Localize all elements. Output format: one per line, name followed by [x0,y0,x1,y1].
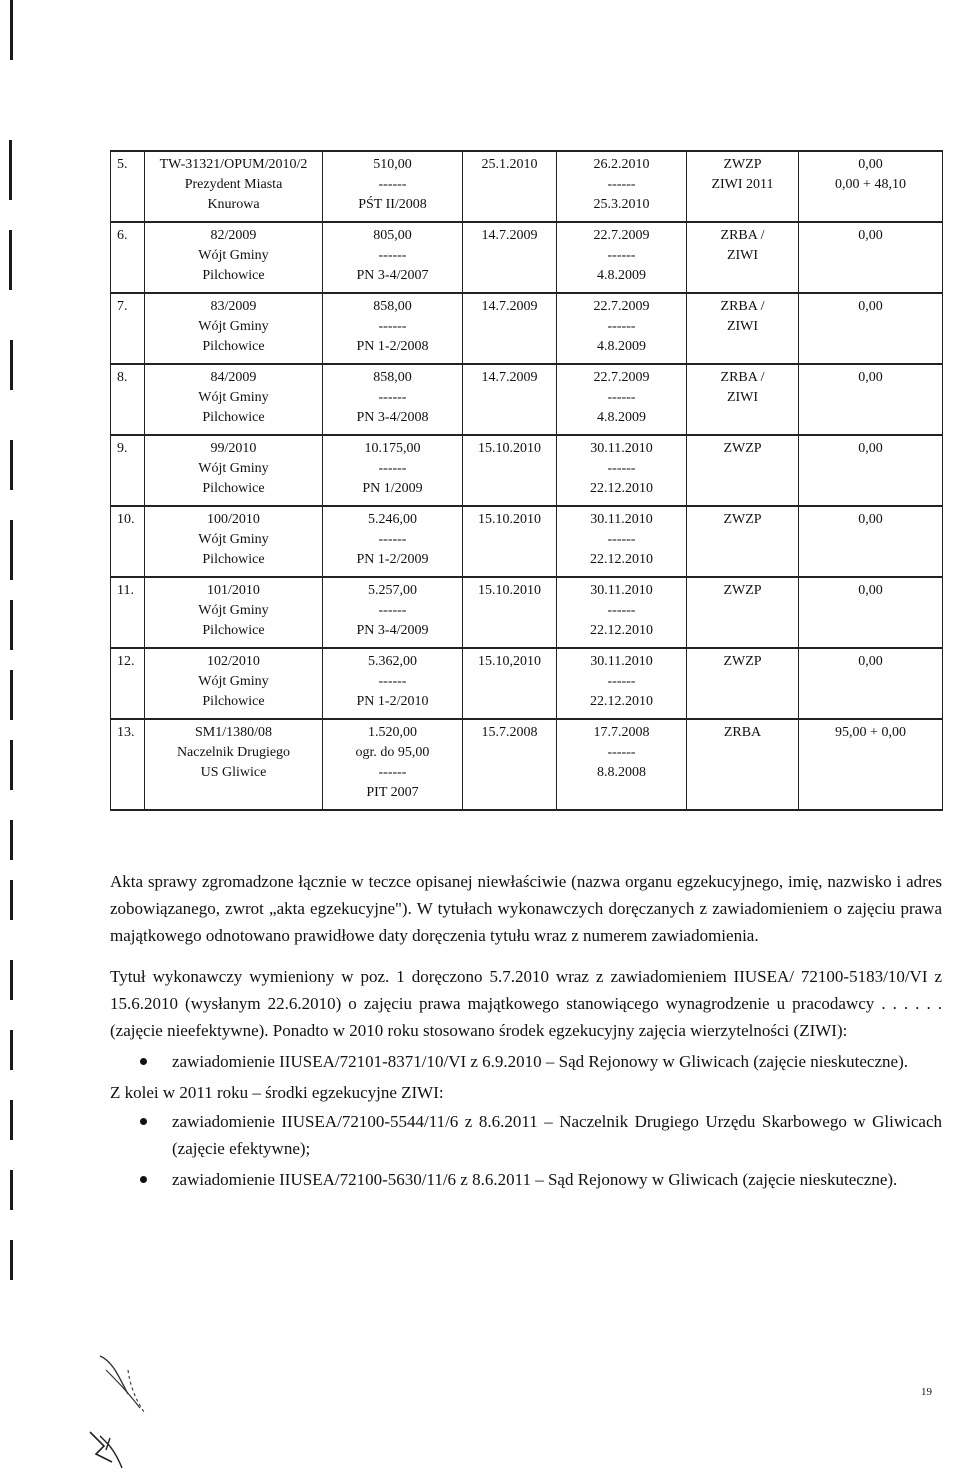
cell-line: Pilchowice [202,481,265,496]
cell-recovered-amount [799,151,943,222]
cell-line: Wójt Gminy [198,461,269,476]
cell-issue-date [463,293,557,364]
cell-line: PN 1-2/2010 [356,694,429,709]
cell-recovered-amount [799,364,943,435]
cell-line: 0,00 [858,157,883,172]
cell-issue-date [463,435,557,506]
cell-line: 25.3.2010 [593,197,650,212]
cell-line: 30.11.2010 [590,512,653,527]
cell-line: ZIWI [726,319,759,334]
cell-amount [323,506,463,577]
cell-line: ZIWI [726,390,759,405]
cell-case-reference [145,293,323,364]
cell-amount [323,364,463,435]
cell-line: 15.10,2010 [478,654,541,669]
cell-line: 22.7.2009 [593,370,650,385]
scan-margin-mark [10,0,13,60]
scan-margin-mark [10,960,13,1000]
cell-line: 99/2010 [210,441,257,456]
cell-line: 0,00 [858,299,883,314]
cell-line: ------ [378,390,407,405]
cell-case-reference [145,719,323,810]
cell-line: Wójt Gminy [198,390,269,405]
cell-line: 805,00 [373,228,412,243]
cell-line: ------ [607,461,636,476]
cell-amount [323,222,463,293]
cell-line: ZRBA / [720,370,765,385]
cell-line: ZIWI [726,248,759,263]
cell-line: Pilchowice [202,339,265,354]
cell-line: Wójt Gminy [198,248,269,263]
cell-line: 22.12.2010 [590,552,653,567]
cell-line: ------ [607,745,636,760]
handwritten-initials-icon [70,1350,190,1470]
scan-margin-mark [10,740,13,790]
paragraph-files: Akta sprawy zgromadzone łącznie w teczce opisanej niewłaściwie (nazwa organu egzekucyjnego, imię, nazwisko i adres zobowiązanego, zwrot „akta egzekucyjne"). W tytułach wykonawczych doręczanych z zawiadomieniem o zajęciu prawa majątkowego odnotowano prawidłowe daty doręczenia tytułu wraz z numerem zawiadomienia. [110,872,942,945]
cell-line: Wójt Gminy [198,319,269,334]
cell-line: ------ [607,532,636,547]
cell-row-number [111,577,145,648]
table-row [111,222,943,293]
seizure-list-2010 [110,1048,942,1075]
cell-amount [323,435,463,506]
cell-line: ZWZP [723,441,762,456]
cell-row-number [111,293,145,364]
table-row [111,364,943,435]
cell-row-number [111,435,145,506]
cell-line: 4.8.2009 [597,339,646,354]
cell-line: SM1/1380/08 [194,725,272,740]
table-row [111,293,943,364]
cell-line: 15.10.2010 [478,512,541,527]
cell-line: ------ [607,603,636,618]
cell-amount [323,648,463,719]
cell-delivery-date [557,151,687,222]
cell-line: Pilchowice [202,268,265,283]
cell-line: ------ [378,674,407,689]
cell-line: ZWZP [723,512,762,527]
cell-delivery-date [557,506,687,577]
cell-line: 5.362,00 [368,654,417,669]
cell-case-reference [145,648,323,719]
cell-line: 30.11.2010 [590,441,653,456]
cell-line: 22.7.2009 [593,228,650,243]
cell-line: 8.8.2008 [597,765,646,780]
list-item: zawiadomienie IIUSEA/72100-5544/11/6 z 8.6.2011 – Naczelnik Drugiego Urzędu Skarbowego w Gliwicach (zajęcie efektywne); [172,1108,942,1162]
cell-line: PN 3-4/2007 [356,268,429,283]
cell-line: 0,00 [858,512,883,527]
paragraph-title-1: Tytuł wykonawczy wymieniony w poz. 1 doręczono 5.7.2010 wraz z zawiadomieniem IIUSEA/ 72100-5183/10/VI z 15.6.2010 (wysłanym 22.6.2010) o zajęciu prawa majątkowego stanowiącego wynagrodzenie u pracodawcy . . . . . . (zajęcie nieefektywne). Ponadto w 2010 roku stosowano środek egzekucyjny zajęcia wierzytelności (ZIWI): [110,967,942,1040]
cell-line: ------ [378,765,407,780]
cell-line: Pilchowice [202,552,265,567]
cell-line: 22.7.2009 [593,299,650,314]
cell-issue-date [463,151,557,222]
cell-delivery-date [557,222,687,293]
scan-margin-mark [10,440,13,490]
cell-enforcement-status [687,648,799,719]
cell-line: ------ [378,461,407,476]
cell-row-number [111,506,145,577]
cell-case-reference [145,151,323,222]
cell-line: 95,00 + 0,00 [835,725,906,740]
scan-margin-mark [10,1100,13,1140]
cell-issue-date [463,222,557,293]
cell-line: 15.10.2010 [478,583,541,598]
cell-line: Naczelnik Drugiego [176,745,291,760]
paragraph-2011: Z kolei w 2011 roku – środki egzekucyjne ZIWI: [110,1083,444,1102]
cell-enforcement-status [687,506,799,577]
cell-line: PŚT II/2008 [358,197,427,212]
table-row [111,151,943,222]
cell-line: 30.11.2010 [590,654,653,669]
cell-issue-date [463,364,557,435]
cell-line: PN 3-4/2008 [356,410,429,425]
cell-line: 13. [117,725,135,740]
cell-line: ------ [607,390,636,405]
cell-line: Wójt Gminy [198,603,269,618]
scan-margin-mark [10,1030,13,1070]
cell-line: Pilchowice [202,623,265,638]
cell-line: 0,00 + 48,10 [835,177,906,192]
scan-margin-mark [10,1170,13,1210]
cell-enforcement-status [687,719,799,810]
cell-line: 14.7.2009 [481,299,538,314]
cell-line: ------ [607,177,636,192]
cell-issue-date [463,719,557,810]
cell-line: ------ [378,177,407,192]
cell-line: ZWZP [723,157,762,172]
cell-line: 25.1.2010 [481,157,538,172]
cell-line: 0,00 [858,654,883,669]
scan-margin-mark [10,520,13,580]
list-item: zawiadomienie IIUSEA/72100-5630/11/6 z 8.6.2011 – Sąd Rejonowy w Gliwicach (zajęcie nieskuteczne). [172,1166,942,1193]
cell-line: 7. [117,299,128,314]
cell-recovered-amount [799,506,943,577]
cell-line: ------ [607,319,636,334]
cell-case-reference [145,364,323,435]
seizure-list-2011 [110,1108,942,1193]
cell-row-number [111,719,145,810]
page-number: 19 [921,1386,932,1398]
cell-line: ------ [607,248,636,263]
cell-line: 15.7.2008 [481,725,538,740]
cell-line: 22.12.2010 [590,623,653,638]
cell-line: 0,00 [858,441,883,456]
cell-enforcement-status [687,151,799,222]
cell-line: 11. [117,583,134,598]
cell-line: ZRBA [723,725,762,740]
bullet-icon [140,1176,147,1183]
scan-margin-mark [10,1240,13,1280]
cell-line: 15.10.2010 [478,441,541,456]
cell-row-number [111,648,145,719]
cell-line: Pilchowice [202,694,265,709]
table-row [111,435,943,506]
cell-line: 101/2010 [207,583,260,598]
cell-line: 6. [117,228,128,243]
cell-line: ------ [378,248,407,263]
cell-line: PIT 2007 [366,785,419,800]
cell-line: 9. [117,441,128,456]
cell-amount [323,577,463,648]
cell-line: 100/2010 [207,512,260,527]
cell-line: 10.175,00 [364,441,421,456]
cell-line: Prezydent Miasta [184,177,283,192]
cell-line: PN 1/2009 [362,481,423,496]
cell-case-reference [145,577,323,648]
cell-line: 84/2009 [210,370,257,385]
cell-line: 0,00 [858,370,883,385]
table-row [111,719,943,810]
cell-line: 8. [117,370,128,385]
cell-line: 10. [117,512,135,527]
cell-line: 102/2010 [207,654,260,669]
cell-line: 30.11.2010 [590,583,653,598]
scan-margin-mark [10,600,13,650]
cell-case-reference [145,506,323,577]
cell-row-number [111,222,145,293]
cell-recovered-amount [799,293,943,364]
scan-margin-mark [10,820,13,860]
scan-margin-mark [9,230,12,290]
cell-line: 0,00 [858,228,883,243]
cell-line: PN 3-4/2009 [356,623,429,638]
list-item: zawiadomienie IIUSEA/72101-8371/10/VI z 6.9.2010 – Sąd Rejonowy w Gliwicach (zajęcie nieskuteczne). [172,1048,942,1075]
cell-case-reference [145,222,323,293]
cell-line: ------ [607,674,636,689]
cell-delivery-date [557,577,687,648]
cell-recovered-amount [799,435,943,506]
cell-line: Knurowa [207,197,260,212]
cell-recovered-amount [799,648,943,719]
cell-line: 22.12.2010 [590,694,653,709]
cell-line: 4.8.2009 [597,268,646,283]
cell-delivery-date [557,364,687,435]
enforcement-titles-table [110,150,943,811]
cell-recovered-amount [799,577,943,648]
scan-margin-mark [10,340,13,390]
cell-line: 5.246,00 [368,512,417,527]
cell-line: 858,00 [373,370,412,385]
bullet-icon [140,1118,147,1125]
cell-enforcement-status [687,293,799,364]
cell-line: PN 1-2/2008 [356,339,429,354]
cell-line: 12. [117,654,135,669]
cell-line: 5.257,00 [368,583,417,598]
cell-amount [323,719,463,810]
cell-line: ------ [378,319,407,334]
cell-enforcement-status [687,577,799,648]
cell-line: ogr. do 95,00 [355,745,430,760]
scan-margin-mark [10,670,13,720]
cell-line: US Gliwice [200,765,267,780]
cell-enforcement-status [687,435,799,506]
cell-line: ZWZP [723,583,762,598]
cell-row-number [111,151,145,222]
cell-line: Wójt Gminy [198,532,269,547]
cell-line: 0,00 [858,583,883,598]
cell-enforcement-status [687,364,799,435]
cell-line: PN 1-2/2009 [356,552,429,567]
cell-line: 22.12.2010 [590,481,653,496]
cell-line: ZRBA / [720,228,765,243]
cell-line: 83/2009 [210,299,257,314]
cell-line: ------ [378,532,407,547]
bullet-icon [140,1058,147,1065]
table-row [111,577,943,648]
cell-delivery-date [557,293,687,364]
cell-issue-date [463,577,557,648]
cell-line: 1.520,00 [368,725,417,740]
cell-delivery-date [557,648,687,719]
cell-recovered-amount [799,719,943,810]
table-row [111,648,943,719]
cell-line: ZIWI 2011 [711,177,774,192]
cell-line: 17.7.2008 [593,725,650,740]
cell-line: 510,00 [373,157,412,172]
cell-line: ZRBA / [720,299,765,314]
cell-line: 858,00 [373,299,412,314]
cell-amount [323,293,463,364]
cell-line: 14.7.2009 [481,370,538,385]
cell-line: 14.7.2009 [481,228,538,243]
scan-margin-mark [9,140,12,200]
cell-line: 4.8.2009 [597,410,646,425]
cell-line: TW-31321/OPUM/2010/2 [159,157,308,172]
cell-line: Pilchowice [202,410,265,425]
cell-line: 26.2.2010 [593,157,650,172]
cell-delivery-date [557,719,687,810]
table-row [111,506,943,577]
scan-margin-mark [10,880,13,920]
cell-line: Wójt Gminy [198,674,269,689]
cell-line: ------ [378,603,407,618]
cell-case-reference [145,435,323,506]
cell-recovered-amount [799,222,943,293]
cell-line: 82/2009 [210,228,257,243]
cell-enforcement-status [687,222,799,293]
cell-line: ZWZP [723,654,762,669]
cell-issue-date [463,648,557,719]
cell-line: 5. [117,157,128,172]
cell-delivery-date [557,435,687,506]
document-body [110,868,942,1197]
cell-issue-date [463,506,557,577]
cell-amount [323,151,463,222]
cell-row-number [111,364,145,435]
